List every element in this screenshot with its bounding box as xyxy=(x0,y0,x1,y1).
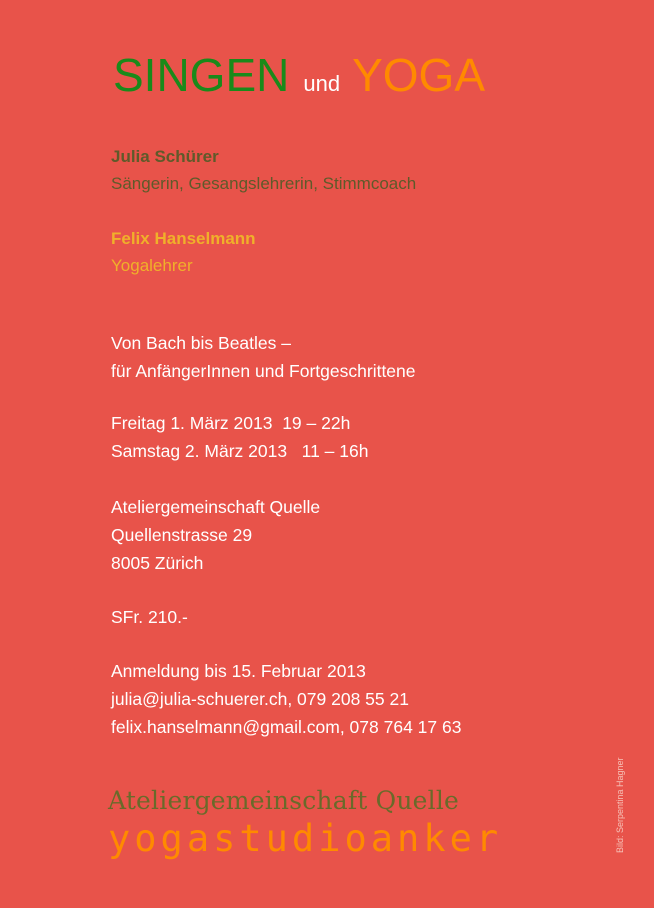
person-name: Felix Hanselmann xyxy=(111,229,256,248)
date-line: Freitag 1. März 2013 19 – 22h xyxy=(111,413,351,433)
contact-julia: julia@julia-schuerer.ch, 079 208 55 21 xyxy=(111,689,409,709)
dates-block xyxy=(111,409,368,465)
date-line: Samstag 2. März 2013 11 – 16h xyxy=(111,441,369,461)
location-line: Quellenstrasse 29 xyxy=(111,525,253,545)
organization-logo: Ateliergemeinschaft Quelle xyxy=(108,786,460,815)
location-line: 8005 Zürich xyxy=(111,553,204,573)
price: SFr. 210.- xyxy=(111,607,188,627)
title-yoga: YOGA xyxy=(352,49,486,101)
title-singen: SINGEN xyxy=(113,49,290,101)
location-line: Ateliergemeinschaft Quelle xyxy=(111,497,321,517)
title-und: und xyxy=(303,71,341,96)
description-block xyxy=(111,329,416,385)
price-block xyxy=(111,603,188,631)
person-julia xyxy=(111,147,416,194)
image-credit: Bild: Serpentina Hagner xyxy=(615,757,625,853)
registration-deadline: Anmeldung bis 15. Februar 2013 xyxy=(111,661,366,681)
person-felix xyxy=(111,229,256,276)
description-line: Von Bach bis Beatles – xyxy=(111,333,291,353)
description-line: für AnfängerInnen und Fortgeschrittene xyxy=(111,361,416,381)
person-role: Sängerin, Gesangslehrerin, Stimmcoach xyxy=(111,174,417,193)
person-name: Julia Schürer xyxy=(111,147,219,166)
contact-felix: felix.hanselmann@gmail.com, 078 764 17 63 xyxy=(111,717,462,737)
registration-block xyxy=(111,657,461,741)
person-role: Yogalehrer xyxy=(111,256,193,275)
flyer-title xyxy=(113,49,486,101)
studio-logo: yogastudioanker xyxy=(108,817,503,860)
location-block xyxy=(111,493,320,577)
